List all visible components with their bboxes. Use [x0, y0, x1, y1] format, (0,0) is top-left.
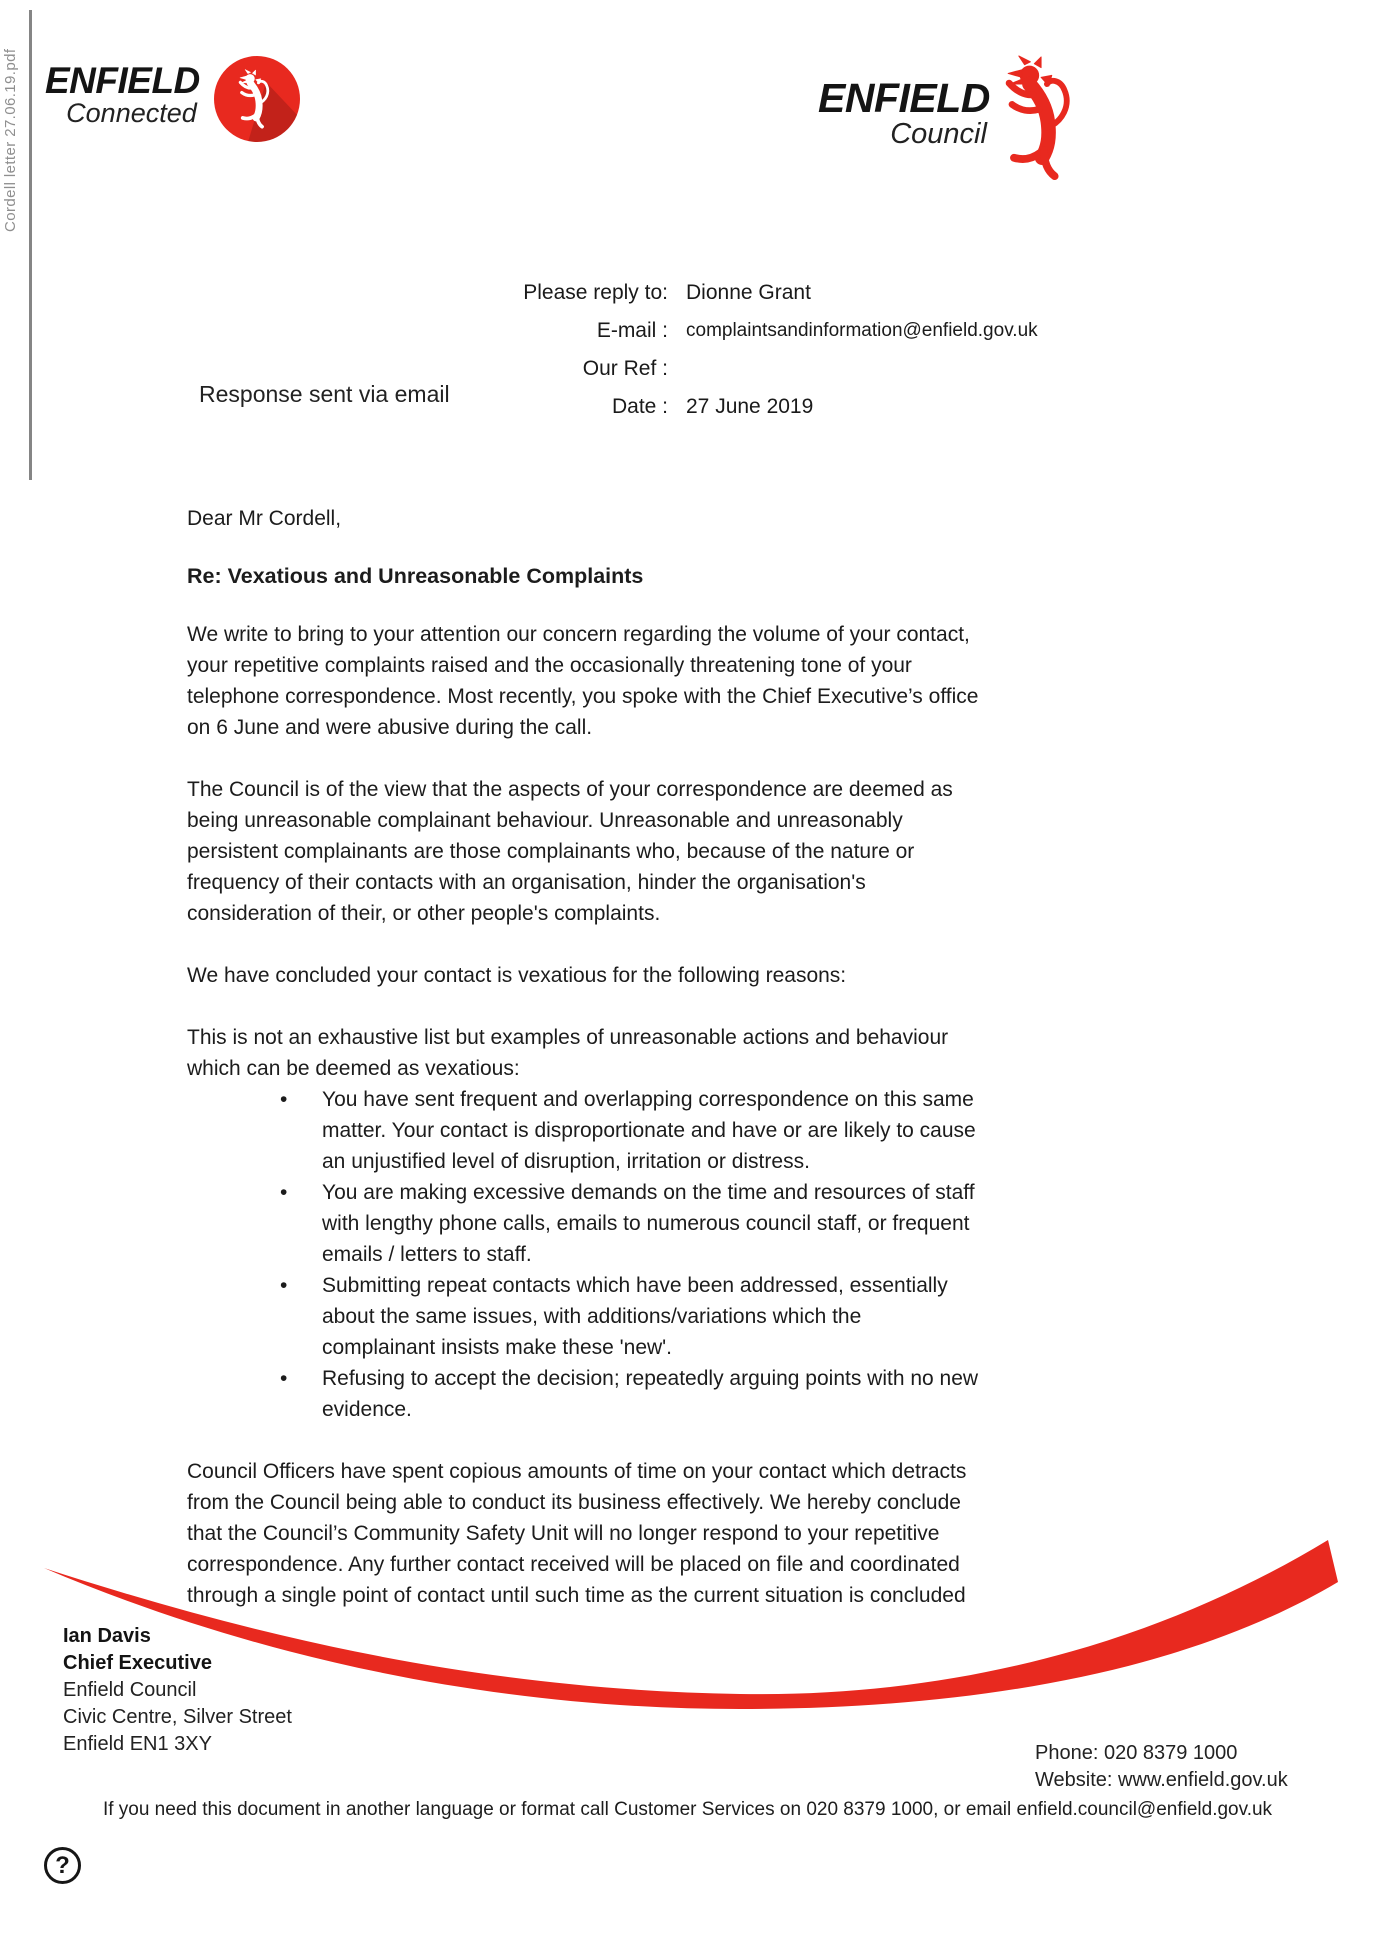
- council-logo-subtitle: Council: [890, 118, 987, 150]
- contact-website: Website: www.enfield.gov.uk: [1035, 1769, 1288, 1791]
- file-tab-label: Cordell letter 27.06.19.pdf: [2, 48, 19, 232]
- paragraph-volume-concern: We write to bring to your attention our concern regarding the volume of your contact, your repetitive complaints raised and the occasionally threatening tone of your telephone correspondence. Most recently, you spoke with the Chief Executive’s office on 6 June and were abusive during the call.: [187, 623, 979, 739]
- reply-label-please-reply-to: Please reply to:: [523, 281, 668, 304]
- enfield-connected-logo: [45, 62, 300, 142]
- reply-label-our-ref: Our Ref :: [582, 357, 668, 380]
- signatory-name: Ian Davis: [63, 1625, 151, 1647]
- footer-note: If you need this document in another language or format call Customer Services on 020 8379 1000, or email enfield.council@enfield.gov.uk: [102, 1799, 1273, 1820]
- salutation: Dear Mr Cordell,: [187, 507, 342, 530]
- paragraph-conclusion-intro: We have concluded your contact is vexatious for the following reasons:: [187, 964, 847, 987]
- reply-label-email: E-mail :: [596, 319, 668, 342]
- bullet-item: • You have sent frequent and overlapping correspondence on this same matter. Your contact is disproportionate and have or are likely to cause an unjustified level of disruption, irritation or distress.: [280, 1084, 979, 1177]
- closing-paragraph: Council Officers have spent copious amounts of time on your contact which detracts from the Council being able to conduct its business effectively. We hereby conclude that the Council’s Community Safety Unit will no longer respond to your repetitive correspondence. Any further contact received will be placed on file and coordinated through a single point of contact until such time as the current situation is concluded: [187, 1460, 967, 1607]
- reply-label-date: Date :: [611, 395, 668, 418]
- connected-logo-title: ENFIELD: [45, 60, 200, 101]
- enfield-council-logo: [818, 55, 1096, 181]
- contact-block: [1035, 1740, 1288, 1794]
- signature-block: [63, 1623, 292, 1758]
- council-logo-title: ENFIELD: [818, 75, 990, 121]
- bullet-item: • Submitting repeat contacts which have been addressed, essentially about the same issues, with additions/variations which the complainant insists make these 'new'.: [280, 1270, 979, 1363]
- paragraph-unreasonable-behaviour: The Council is of the view that the aspects of your correspondence are deemed as being unreasonable complainant behaviour. Unreasonable and unreasonably persistent complainants are those complainants who, because of the nature or frequency of their contacts with an organisation, hinder the organisation's consideration of their, or other people's complaints.: [187, 778, 953, 925]
- lion-icon: [233, 69, 281, 129]
- reply-details-block: [420, 278, 1038, 422]
- bullet-item: • Refusing to accept the decision; repeatedly arguing points with no new evidence.: [280, 1363, 979, 1425]
- reply-value-our-ref: [686, 354, 1038, 384]
- reply-value-date: 27 June 2019: [686, 395, 814, 418]
- reply-value-email: complaintsandinformation@enfield.gov.uk: [686, 320, 1038, 341]
- signatory-address-line2: Enfield EN1 3XY: [63, 1733, 212, 1755]
- contact-phone: Phone: 020 8379 1000: [1035, 1742, 1238, 1764]
- signatory-role: Chief Executive: [63, 1652, 212, 1674]
- signatory-org: Enfield Council: [63, 1679, 197, 1701]
- paragraph-examples-intro: This is not an exhaustive list but examples of unreasonable actions and behaviour which can be deemed as vexatious:: [187, 1026, 949, 1080]
- help-icon: ?: [44, 1847, 81, 1884]
- letter-body: [187, 503, 979, 1611]
- delivery-note: Response sent via email: [199, 381, 450, 407]
- subject-line: Re: Vexatious and Unreasonable Complaints: [187, 564, 644, 588]
- page-edge-divider: [29, 10, 32, 480]
- reply-value-contact-name: Dionne Grant: [686, 281, 811, 304]
- connected-logo-subtitle: Connected: [66, 98, 197, 128]
- signatory-address-line1: Civic Centre, Silver Street: [63, 1706, 292, 1728]
- bullet-item: • You are making excessive demands on the time and resources of staff with lengthy phone calls, emails to numerous council staff, or frequent emails / letters to staff.: [280, 1177, 979, 1270]
- vexatious-bullet-list: [187, 1084, 979, 1425]
- lion-icon: [992, 55, 1096, 181]
- enfield-lion-badge: [214, 56, 300, 142]
